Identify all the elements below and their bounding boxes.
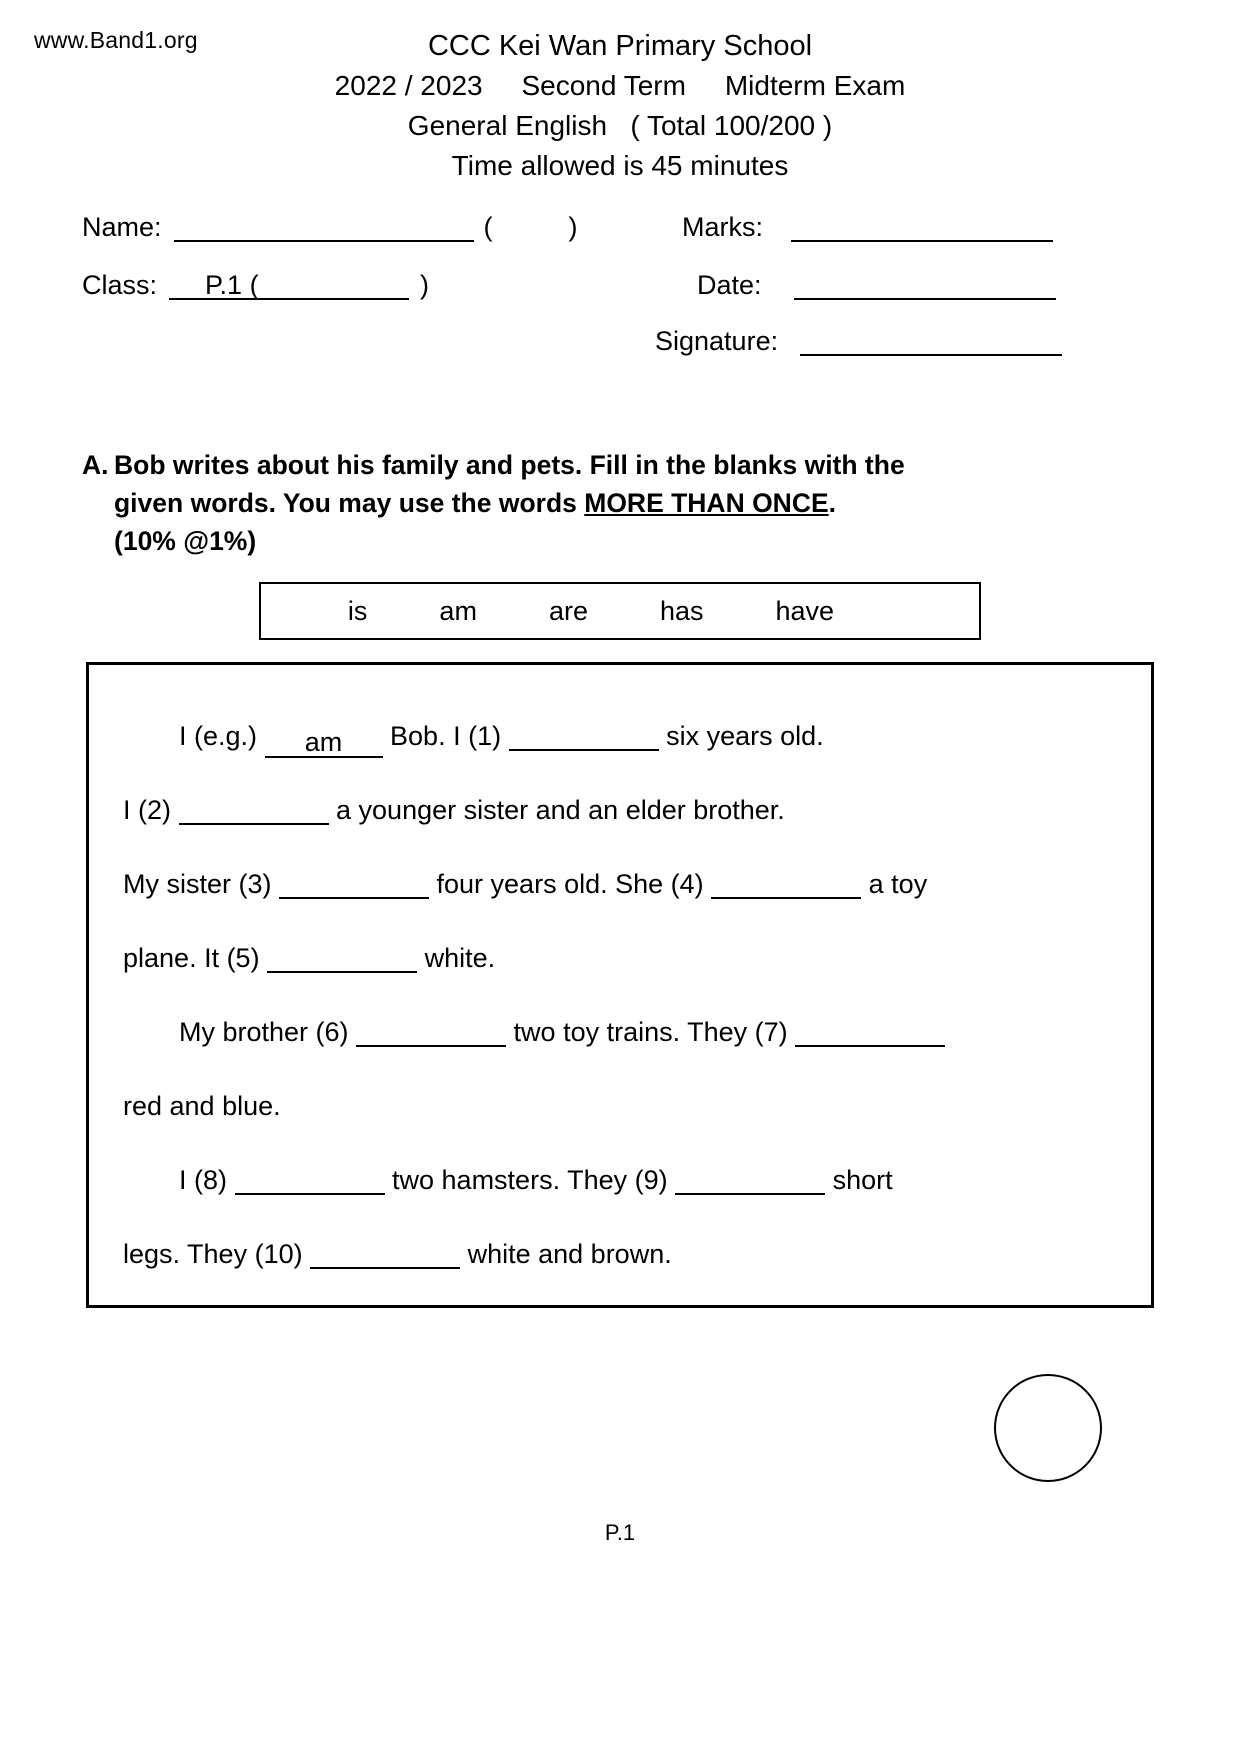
answer-blank[interactable] xyxy=(509,721,659,751)
word-bank-item: is xyxy=(347,595,368,626)
name-paren-open: ( xyxy=(483,212,493,242)
passage-line xyxy=(123,847,1117,921)
answer-blank[interactable] xyxy=(279,869,429,899)
marks-input[interactable] xyxy=(791,212,1053,242)
passage-text: I (e.g.) xyxy=(179,721,265,751)
instruction-line-1: Bob writes about his family and pets. Fill in the blanks with the xyxy=(114,450,905,480)
score-circle xyxy=(994,1374,1102,1482)
name-paren-close: ) xyxy=(568,212,578,242)
passage-line xyxy=(123,1143,1117,1217)
page-number: P.1 xyxy=(604,1520,636,1545)
instruction-line-2 xyxy=(114,484,1170,522)
example-answer-blank[interactable]: am xyxy=(265,728,383,758)
passage-text: four years old. She (4) xyxy=(429,869,712,899)
word-bank-item: am xyxy=(439,595,477,626)
passage-text: two toy trains. They (7) xyxy=(506,1017,796,1047)
passage-text: red and blue. xyxy=(123,1091,281,1121)
passage-text: white and brown. xyxy=(460,1239,672,1269)
subject-line: General English ( Total 100/200 ) xyxy=(407,110,833,141)
answer-blank[interactable] xyxy=(179,795,329,825)
passage-text: plane. It (5) xyxy=(123,943,268,973)
name-input[interactable] xyxy=(174,212,474,242)
word-bank-item: are xyxy=(548,595,588,626)
passage-text: I (8) xyxy=(179,1165,235,1195)
question-a-marks: (10% @1%) xyxy=(114,526,257,556)
question-a xyxy=(0,446,1240,560)
passage-line xyxy=(123,773,1117,847)
signature-label: Signature: xyxy=(655,326,779,356)
passage-text: white. xyxy=(417,943,496,973)
term-line: 2022 / 2023 Second Term Midterm Exam xyxy=(334,70,906,101)
date-input[interactable] xyxy=(794,270,1056,300)
passage-line xyxy=(123,1069,1117,1143)
passage-line xyxy=(123,921,1117,995)
class-row xyxy=(82,270,429,300)
instruction-line-2-suffix: . xyxy=(828,488,837,518)
passage-text: a toy xyxy=(861,869,928,899)
passage-text: legs. They (10) xyxy=(123,1239,311,1269)
site-watermark: www.Band1.org xyxy=(34,27,198,53)
passage-text: short xyxy=(825,1165,893,1195)
name-label: Name: xyxy=(82,212,162,242)
passage-line xyxy=(123,699,1117,773)
class-label: Class: xyxy=(82,270,158,300)
answer-blank[interactable] xyxy=(235,1165,385,1195)
passage-text: a younger sister and an elder brother. xyxy=(328,795,785,825)
class-input[interactable]: P.1 ( xyxy=(169,270,409,300)
instruction-line-2-prefix: given words. You may use the words xyxy=(114,488,585,518)
marks-row xyxy=(682,212,1053,242)
signature-row xyxy=(655,326,1062,356)
passage-text: two hamsters. They (9) xyxy=(384,1165,676,1195)
word-bank-box xyxy=(259,582,981,640)
date-label: Date: xyxy=(697,270,762,300)
name-row xyxy=(82,212,578,242)
answer-blank[interactable] xyxy=(795,1017,945,1047)
question-a-instructions xyxy=(114,446,1170,560)
time-allowed-line: Time allowed is 45 minutes xyxy=(451,150,789,181)
school-name: CCC Kei Wan Primary School xyxy=(427,30,813,62)
passage-text: My sister (3) xyxy=(123,869,280,899)
class-paren-close: ) xyxy=(420,270,429,300)
word-bank-item: have xyxy=(775,595,835,626)
passage-text: Bob. I (1) xyxy=(382,721,509,751)
word-bank-item: has xyxy=(659,595,704,626)
passage-line xyxy=(123,995,1117,1069)
date-row xyxy=(697,270,1056,300)
passage-text: six years old. xyxy=(658,721,824,751)
marks-label: Marks: xyxy=(682,212,763,242)
answer-blank[interactable] xyxy=(267,943,417,973)
passage-text: I (2) xyxy=(123,795,179,825)
answer-blank[interactable] xyxy=(356,1017,506,1047)
passage-text: My brother (6) xyxy=(179,1017,357,1047)
more-than-once-emphasis: MORE THAN ONCE xyxy=(584,488,829,518)
passage-box xyxy=(86,662,1154,1308)
passage-line xyxy=(123,1217,1117,1291)
answer-blank[interactable] xyxy=(310,1239,460,1269)
answer-blank[interactable] xyxy=(711,869,861,899)
answer-blank[interactable] xyxy=(675,1165,825,1195)
student-info-block xyxy=(0,208,1240,368)
question-a-letter: A. xyxy=(82,450,109,480)
signature-input[interactable] xyxy=(800,326,1062,356)
